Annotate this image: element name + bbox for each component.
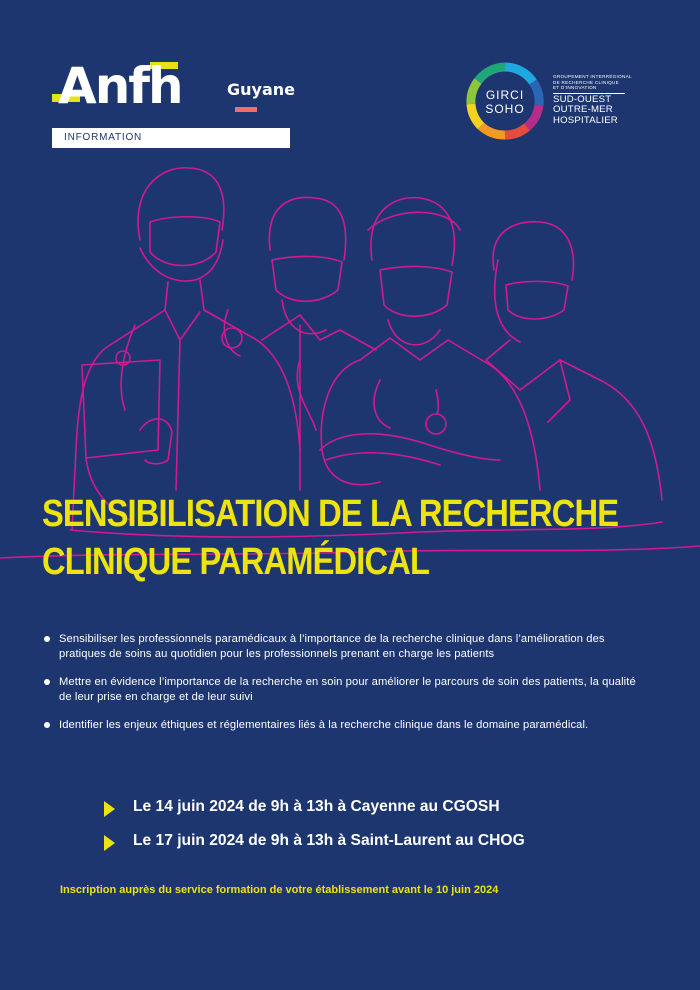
svg-text:GIRCI: GIRCI <box>485 88 525 102</box>
information-label: INFORMATION <box>52 128 290 148</box>
title-line-2: CLINIQUE PARAMÉDICAL <box>42 541 430 583</box>
anfh-wordmark: Anfh <box>58 57 182 115</box>
list-item: Identifier les enjeux éthiques et réglementaires liés à la recherche clinique dans le domaine paramédical. <box>44 718 644 733</box>
bullet-dot-icon <box>44 679 50 685</box>
bullet-dot-icon <box>44 722 50 728</box>
anfh-logo <box>52 57 295 150</box>
region-accent-dash <box>235 107 257 112</box>
page-title <box>42 490 619 586</box>
registration-note: Inscription auprès du service formation de votre établissement avant le 10 juin 2024 <box>60 884 499 896</box>
list-item: Mettre en évidence l’importance de la recherche en soin pour améliorer le parcours de soin des patients, la qualité de leur prise en charge et de leur suivi <box>44 675 644 704</box>
session-item: Le 14 juin 2024 de 9h à 13h à Cayenne au CGOSH <box>104 798 664 832</box>
girci-name: SUD-OUEST OUTRE-MER HOSPITALIER <box>553 94 618 126</box>
bullet-dot-icon <box>44 636 50 642</box>
girci-subtitle: GROUPEMENT INTERRÉGIONAL DE RECHERCHE CLINIQUE ET D'INNOVATION <box>553 74 632 91</box>
play-arrow-icon <box>104 801 115 817</box>
play-arrow-icon <box>104 835 115 851</box>
session-item: Le 17 juin 2024 de 9h à 13h à Saint-Laurent au CHOG <box>104 832 664 866</box>
list-item: Sensibiliser les professionnels paramédicaux à l’importance de la recherche clinique dans l’amélioration des pratiques de soins au quotidien pour les professionnels prenant en charge les patients <box>44 632 644 661</box>
session-dates <box>104 798 664 866</box>
title-line-1: SENSIBILISATION DE LA RECHERCHE <box>42 493 619 535</box>
svg-text:SOHO: SOHO <box>485 102 525 116</box>
girci-ring-icon <box>463 60 547 142</box>
objectives-list <box>44 632 644 747</box>
girci-soho-logo <box>463 60 643 142</box>
anfh-region: Guyane <box>227 80 295 99</box>
